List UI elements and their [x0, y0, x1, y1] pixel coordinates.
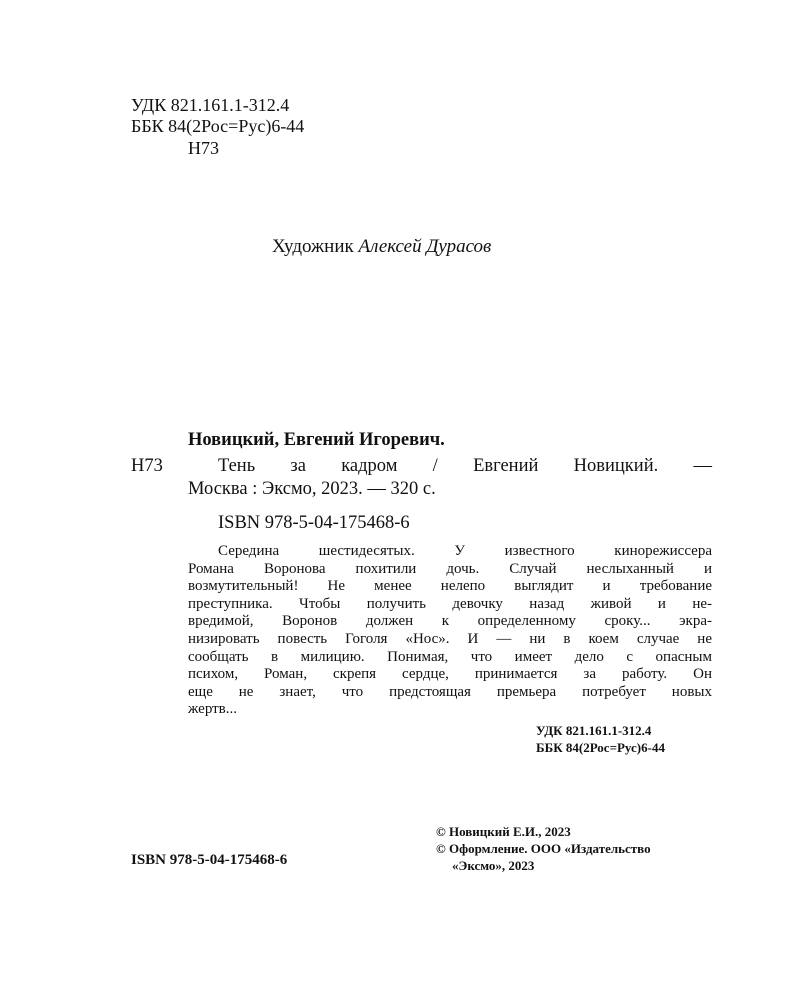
copyright-author: © Новицкий Е.И., 2023: [436, 824, 571, 839]
author-sign: Н73: [188, 138, 219, 158]
entry-isbn: ISBN 978-5-04-175468-6: [218, 513, 410, 533]
entry-author: Новицкий, Евгений Игоревич.: [188, 430, 445, 450]
annotation-line: вредимой, Воронов должен к определенному сроку... экра-: [188, 613, 712, 630]
entry-imprint: Москва : Эксмо, 2023. — 320 с.: [188, 479, 436, 499]
annotation-line: низировать повесть Гоголя «Нос». И — ни в коем случае не: [188, 630, 712, 647]
annotation-line: Середина шестидесятых. У известного кинорежиссера: [218, 543, 712, 559]
bbk-code: ББК 84(2Рос=Рус)6-44: [131, 116, 305, 136]
annotation-line: еще не знает, что предстоящая премьера потребует новых: [188, 683, 712, 700]
footer-isbn: ISBN 978-5-04-175468-6: [131, 852, 288, 868]
annotation-line: Романа Воронова похитили дочь. Случай неслыханный и: [188, 560, 712, 577]
annotation-line: возмутительный! Не менее нелепо выглядит и требование: [188, 578, 712, 595]
artist-name: Алексей Дурасов: [358, 236, 492, 257]
small-udk: УДК 821.161.1-312.4: [536, 723, 652, 738]
small-classification: [536, 722, 665, 756]
copyright-block: [436, 823, 651, 874]
annotation-line: жертв...: [188, 701, 238, 718]
annotation-line: преступника. Чтобы получить девочку назад живой и не-: [188, 595, 712, 612]
copyright-design-cont: «Эксмо», 2023: [452, 858, 535, 873]
annotation-line: психом, Роман, скрепя сердце, принимается за работу. Он: [188, 666, 712, 683]
artist-label: Художник: [272, 236, 354, 257]
entry-code: Н73: [131, 456, 163, 476]
artist-credit: [272, 236, 491, 258]
annotation-line: сообщать в милицию. Понимая, что имеет дело с опасным: [188, 648, 712, 665]
udk-code: УДК 821.161.1-312.4: [131, 95, 290, 115]
small-bbk: ББК 84(2Рос=Рус)6-44: [536, 740, 665, 755]
entry-title: Тень за кадром / Евгений Новицкий. —: [218, 456, 712, 476]
copyright-design: © Оформление. ООО «Издательство: [436, 841, 651, 856]
annotation: [188, 543, 712, 719]
